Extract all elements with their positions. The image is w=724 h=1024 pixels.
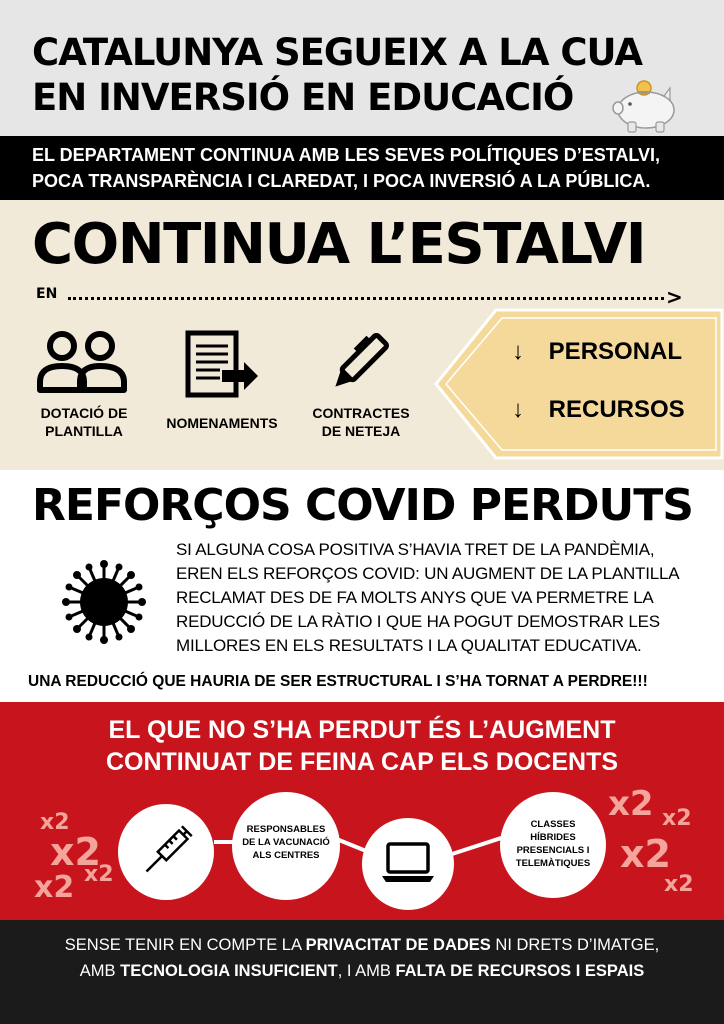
- footer-text-part: SENSE TENIR EN COMPTE LA: [64, 936, 306, 954]
- category-dotacio: [24, 404, 144, 440]
- paragraph-line: MILLORES EN ELS RESULTATS I LA QUALITAT EDUCATIVA.: [176, 636, 642, 655]
- x2-mark: x2: [664, 872, 694, 897]
- footer-emphasis: PRIVACITAT DE DADES: [305, 936, 491, 954]
- title-line-2: EN INVERSIÓ EN EDUCACIÓ: [32, 76, 574, 119]
- circle-label-line: ALS CENTRES: [252, 850, 320, 861]
- paragraph-line: SI ALGUNA COSA POSITIVA S’HAVIA TRET DE LA PANDÈMIA,: [176, 540, 655, 559]
- chevron-right-icon: >: [666, 285, 683, 309]
- category-label: CONTRACTES: [312, 405, 410, 421]
- workload-title-line-1: EL QUE NO S’HA PERDUT ÉS L’AUGMENT: [108, 716, 616, 744]
- reduction-label: RECURSOS: [548, 396, 685, 423]
- vaccination-label: [236, 823, 336, 862]
- paragraph-line: RECLAMAT DES DE FA MOLTS ANYS QUE VA PERMETRE LA: [176, 588, 654, 607]
- footer-line-2: [0, 958, 724, 984]
- circle-label-line: CLASSES: [530, 819, 576, 830]
- circle-label-line: TELEMÀTIQUES: [515, 858, 591, 869]
- footer-line-1: [0, 932, 724, 958]
- title-line-1: CATALUNYA SEGUEIX A LA CUA: [32, 31, 643, 74]
- category-label: DOTACIÓ DE: [40, 405, 128, 421]
- category-label: DE NETEJA: [321, 423, 401, 439]
- circle-label-line: DE LA VACUNACIÓ: [242, 837, 330, 848]
- page-title: [32, 30, 672, 120]
- footer-emphasis: FALTA DE RECURSOS I ESPAIS: [395, 962, 645, 980]
- subtitle-line-2: POCA TRANSPARÈNCIA I CLAREDAT, I POCA INVERSIÓ A LA PÚBLICA.: [32, 171, 651, 191]
- footer-text-part: AMB: [79, 962, 121, 980]
- laptop-icon: [380, 840, 436, 886]
- x2-mark: x2: [662, 806, 692, 831]
- covid-conclusion: UNA REDUCCIÓ QUE HAURIA DE SER ESTRUCTURAL I S’HA TORNAT A PERDRE!!!: [28, 673, 648, 690]
- x2-mark: x2: [84, 862, 114, 887]
- virus-icon: [62, 560, 146, 644]
- subtitle-line-1: EL DEPARTAMENT CONTINUA AMB LES SEVES POLÍTIQUES D’ESTALVI,: [32, 145, 661, 165]
- category-label: PLANTILLA: [45, 423, 123, 439]
- saving-headline: CONTINUA L’ESTALVI: [32, 212, 646, 277]
- circle-label-line: HÍBRIDES: [530, 832, 576, 843]
- workload-title-line-2: CONTINUAT DE FEINA CAP ELS DOCENTS: [105, 748, 619, 776]
- x2-mark: x2: [620, 832, 671, 876]
- en-label: EN: [36, 286, 58, 302]
- footer-emphasis: TECNOLOGIA INSUFICIENT: [120, 962, 338, 980]
- people-icon: [36, 330, 128, 394]
- x2-mark: x2: [50, 830, 101, 874]
- piggy-bank-icon: [610, 76, 680, 134]
- reduction-label: PERSONAL: [548, 338, 683, 365]
- covid-title: REFORÇOS COVID PERDUTS: [32, 480, 693, 531]
- pen-icon: [322, 328, 394, 400]
- circle-label-line: PRESENCIALS I: [516, 845, 590, 856]
- x2-mark: x2: [40, 810, 70, 835]
- subtitle: [32, 142, 702, 194]
- workload-title: [0, 714, 724, 778]
- reduction-recursos: [512, 396, 685, 424]
- paragraph-line: REDUCCIÓ DE LA RÀTIO I QUE HA POGUT DEMOSTRAR LES: [176, 612, 660, 631]
- x2-mark: x2: [34, 870, 75, 905]
- covid-paragraph: [176, 538, 702, 658]
- circle-label-line: RESPONSABLES: [246, 824, 326, 835]
- category-nomenaments: [154, 414, 290, 432]
- arrow-down-icon: ↓: [512, 338, 524, 365]
- category-label: NOMENAMENTS: [166, 415, 278, 431]
- reduction-badge: [432, 308, 724, 460]
- connector-line: [214, 840, 234, 844]
- footer-text-part: NI DRETS D’IMATGE,: [490, 936, 660, 954]
- footer-text: [0, 932, 724, 984]
- reduction-personal: [512, 338, 682, 366]
- footer-text-part: , I AMB: [337, 962, 396, 980]
- category-contractes: [296, 404, 426, 440]
- paragraph-line: EREN ELS REFORÇOS COVID: UN AUGMENT DE LA PLANTILLA: [176, 564, 680, 583]
- arrow-down-icon: ↓: [512, 396, 524, 423]
- hybrid-classes-label: [504, 818, 602, 870]
- x2-mark: x2: [608, 784, 654, 824]
- dotted-line: [68, 297, 664, 300]
- syringe-icon: [138, 822, 196, 880]
- document-arrow-icon: [184, 330, 260, 398]
